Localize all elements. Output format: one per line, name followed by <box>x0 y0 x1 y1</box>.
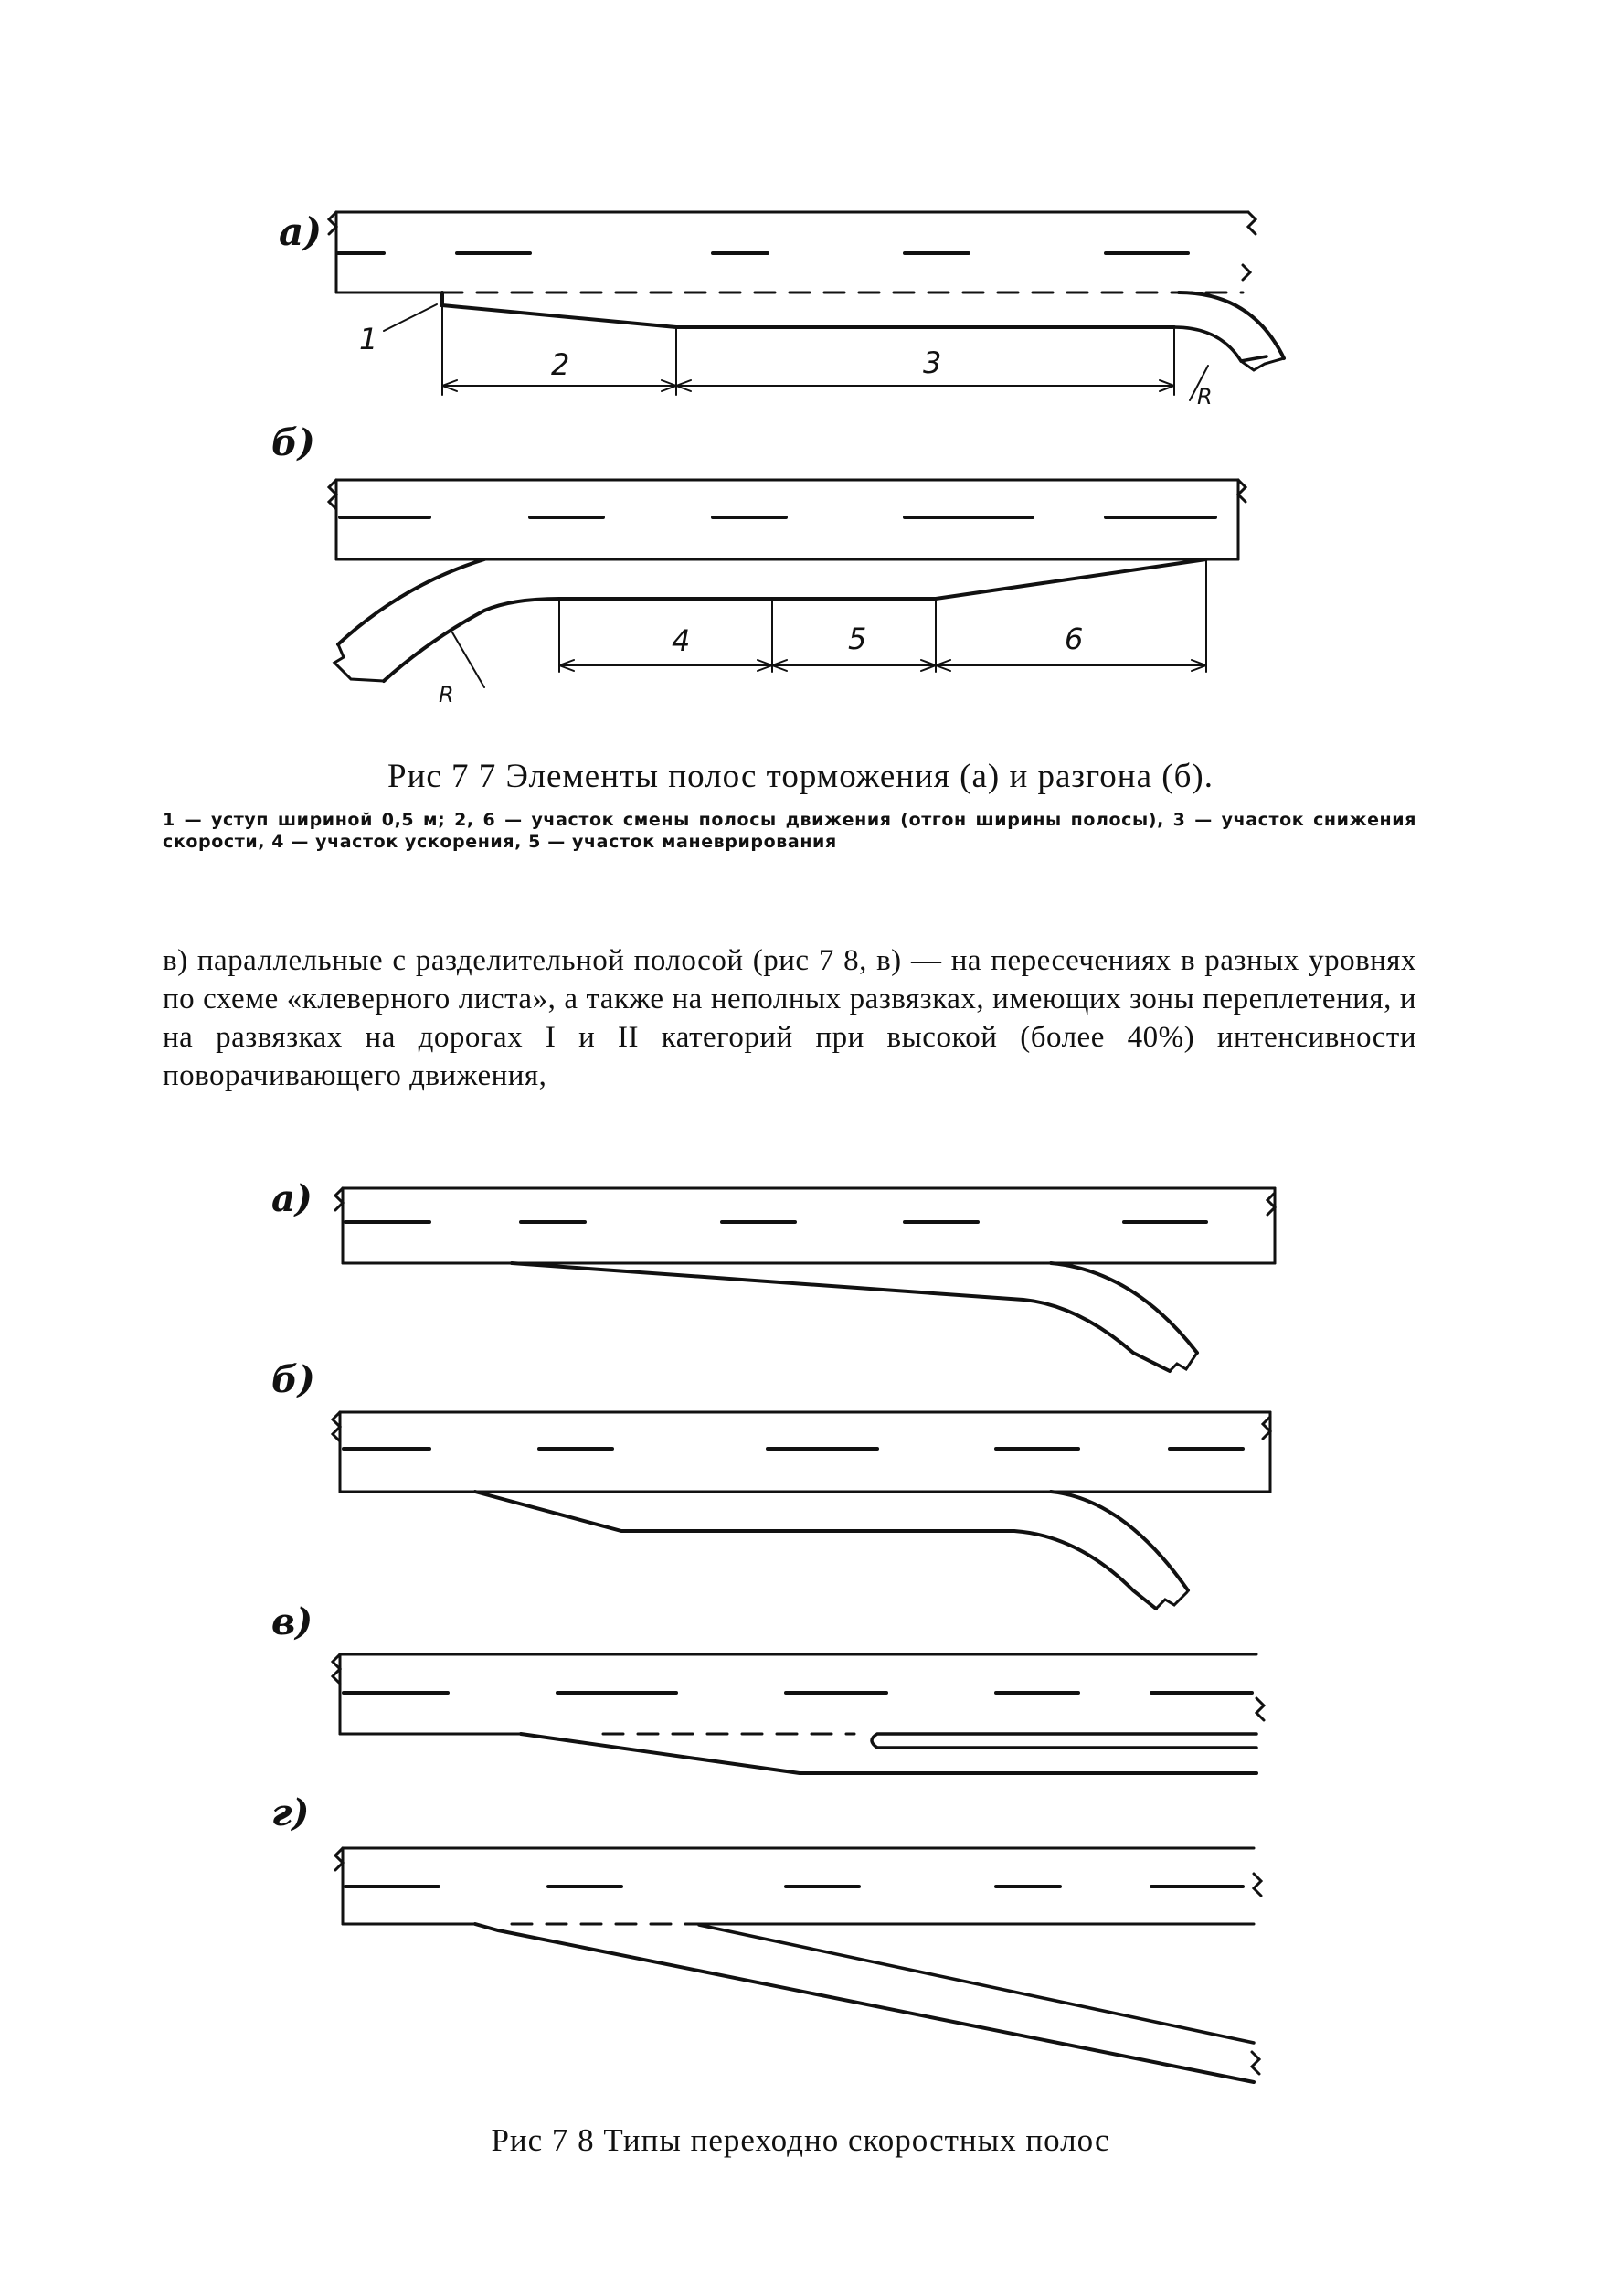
break-mark <box>1254 1874 1261 1896</box>
callout-2: 2 <box>551 347 570 382</box>
figure-7-8-caption: Рис 7 8 Типы переходно скоростных полос <box>491 2122 1110 2158</box>
body-paragraph: в) параллельные с разделительной полосой (рис 7 8, в) — на пересечениях в разных уровнях по схеме «клеверного листа», а также на неполных развязках, имеющих зоны переплетения, и на развязках на дорогах I и II категорий при высокой (более 40%) интенсивности поворачивающего движения, <box>163 944 1416 1092</box>
fig77-label-b: б) <box>271 421 315 464</box>
callout-1: 1 <box>359 322 378 356</box>
fig77-a-drawing <box>279 209 1284 409</box>
fig78-label-b: б) <box>271 1358 315 1401</box>
fig78-v-drawing <box>271 1600 1264 1773</box>
break-mark <box>1252 2052 1259 2074</box>
fig78-label-g: г) <box>271 1791 310 1834</box>
break-mark <box>1256 1698 1264 1720</box>
fig78-g-drawing <box>271 1791 1261 2082</box>
figure-7-7-legend: 1 — уступ шириной 0,5 м; 2, 6 — участок смены полосы движения (отгон ширины полосы), 3 — участок снижения скорости, 4 — участок ускорения, 5 — участок маневрирования <box>163 810 1416 852</box>
callout-radius: R <box>1197 384 1213 409</box>
fig77-b-drawing <box>271 421 1246 707</box>
break-mark <box>1248 212 1256 234</box>
callout-4: 4 <box>672 623 691 658</box>
fig78-b-drawing <box>271 1358 1270 1609</box>
callout-5: 5 <box>848 622 867 656</box>
fig78-a-drawing <box>271 1177 1275 1371</box>
callout-radius: R <box>439 682 454 707</box>
fig77-label-a: а) <box>279 209 323 254</box>
break-mark <box>1243 265 1250 280</box>
callout-6: 6 <box>1065 622 1084 656</box>
figure-7-7-caption: Рис 7 7 Элементы полос торможения (а) и разгона (б). <box>387 758 1214 795</box>
fig78-label-a: а) <box>271 1177 313 1220</box>
fig78-label-v: в) <box>271 1600 313 1643</box>
callout-3: 3 <box>923 345 942 380</box>
